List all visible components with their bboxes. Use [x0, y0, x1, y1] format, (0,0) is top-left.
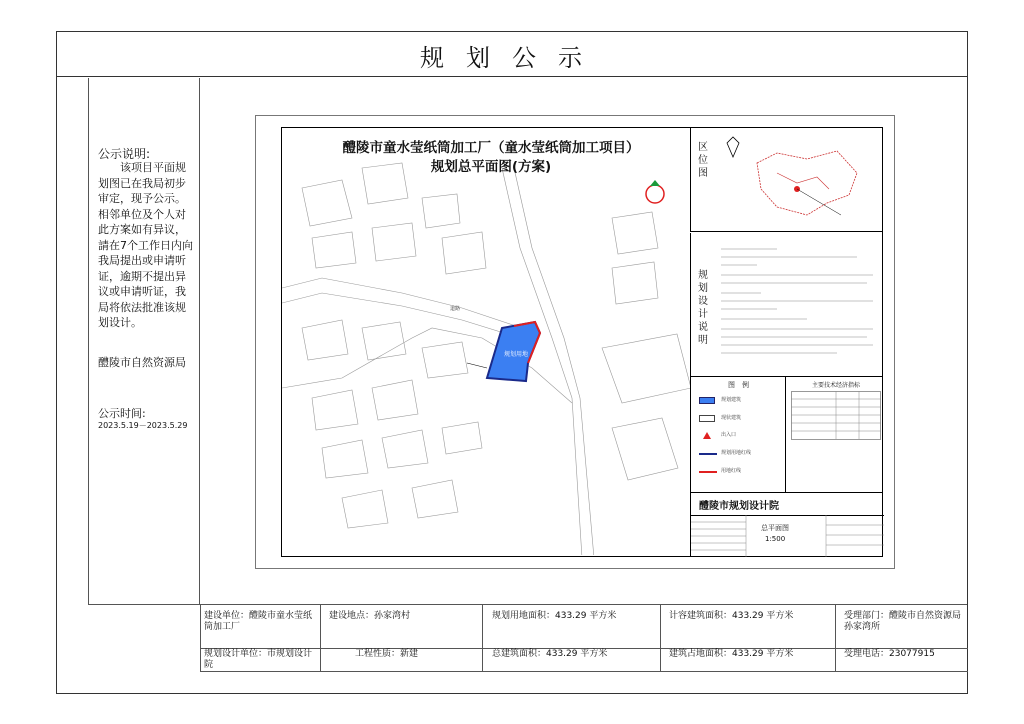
legend-item: 出入口	[721, 432, 737, 438]
table-divider	[660, 605, 661, 671]
table-divider	[482, 605, 483, 671]
north-arrow-icon	[646, 180, 664, 203]
institute-name: 醴陵市规划设计院	[699, 501, 779, 512]
indicator-header: 主要技术经济指标	[811, 382, 860, 389]
building-footprint: 建筑占地面积：433.29 平方米	[669, 649, 794, 659]
legend-panel	[690, 377, 883, 493]
drawing-title-line2: 规划总平面图(方案)	[430, 159, 552, 175]
notice-body: 该项目平面规划图已在我局初步审定，现予公示。相邻单位及个人对此方案如有异议，請在7个工作日内向我局提出或申请听证，逾期不提出异议或申请听证，我局将依法批准该规划设计。	[98, 161, 193, 329]
notice-heading: 公示说明:	[98, 147, 151, 161]
table-divider	[835, 605, 836, 671]
explanation-text	[717, 243, 877, 363]
total-floor-area: 总建筑面积：433.29 平方米	[492, 649, 608, 659]
far-floor-area: 计容建筑面积：433.29 平方米	[669, 611, 794, 621]
design-unit: 规划设计单位：市规划设计院	[204, 649, 313, 670]
location-panel	[690, 127, 883, 232]
legend-item: 现状建筑	[721, 415, 742, 421]
sheet-name: 总平面图	[761, 524, 789, 532]
accept-department: 受理部门：醴陵市自然资源局孙家湾所	[844, 611, 962, 632]
build-unit: 建设单位：醴陵市童水莹纸筒加工厂	[204, 611, 313, 632]
accept-phone: 受理电话：23077915	[844, 649, 935, 659]
legend-line-red	[699, 471, 717, 473]
project-nature: 工程性质：新建	[355, 649, 419, 659]
legend-line-planned	[699, 453, 717, 455]
legend-box	[691, 377, 786, 493]
location-label: 区位图	[698, 142, 708, 179]
legend-item: 规划建筑	[721, 397, 742, 403]
legend-item: 用地红线	[721, 468, 742, 474]
title-block	[690, 493, 883, 557]
site-label: 规划用地	[504, 351, 529, 358]
notice-org: 醴陵市自然资源局	[98, 356, 186, 369]
table-divider	[320, 605, 321, 671]
legend-swatch-existing	[699, 415, 715, 422]
table-bottom-line	[200, 671, 968, 672]
page-title: 规划公示	[420, 44, 604, 72]
planned-land-area: 规划用地面积：433.29 平方米	[492, 611, 617, 621]
legend-header: 图 例	[728, 381, 749, 389]
title-block-grid	[691, 515, 884, 557]
info-row-1	[200, 605, 968, 649]
location-map	[717, 133, 879, 226]
notice-time-label: 公示时间:	[98, 407, 146, 420]
build-site: 建设地点：孙家湾村	[329, 611, 411, 621]
notice-time-value: 2023.5.19－2023.5.29	[98, 421, 188, 430]
entrance-icon	[703, 432, 711, 439]
table-divider	[200, 605, 201, 671]
indicator-table	[791, 391, 881, 441]
explanation-label: 规划设计说明	[698, 270, 708, 346]
drawing-title	[291, 139, 691, 177]
sheet-scale: 1:500	[765, 535, 786, 543]
road-label: 道路	[450, 306, 461, 312]
site-map	[282, 128, 691, 555]
explanation-panel	[690, 233, 883, 377]
drawing-title-line1: 醴陵市童水莹纸筒加工厂（童水莹纸筒加工项目）	[342, 140, 640, 156]
legend-item: 规划用地红线	[721, 450, 752, 456]
legend-swatch-site	[699, 397, 715, 404]
